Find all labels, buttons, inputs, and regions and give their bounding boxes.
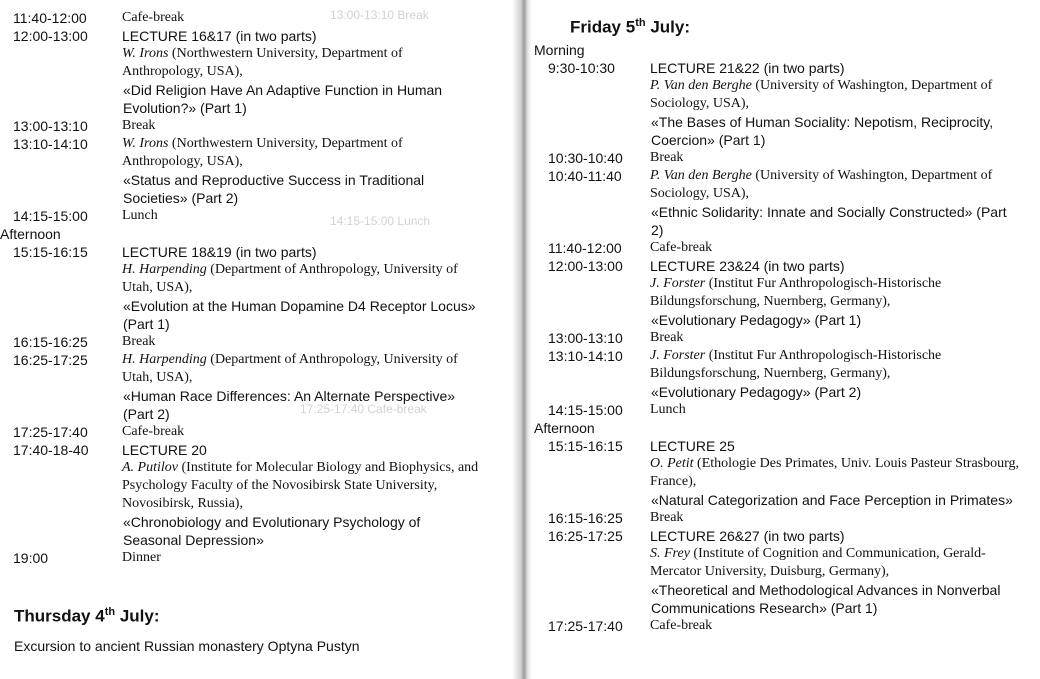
speaker-line <box>650 275 1020 311</box>
schedule-row <box>0 423 512 441</box>
session-content <box>122 9 512 27</box>
speaker-name: P. Van den Berghe <box>650 78 752 93</box>
speaker-line <box>122 351 482 387</box>
time-slot: 19:00 <box>13 550 49 566</box>
time-slot: 10:40-11:40 <box>548 168 622 184</box>
speaker-line <box>650 77 1020 113</box>
session-title: Lunch <box>650 402 686 417</box>
session-title: Cafe-break <box>650 618 713 633</box>
session-content <box>650 401 1040 419</box>
speaker-affiliation: (Northwestern University, Department of Anthropology, USA), <box>122 46 403 79</box>
speaker-affiliation: (Institut Fur Anthropologisch-Historische Bildungsforschung, Nuernberg, Germany), <box>650 276 942 309</box>
session-title: LECTURE 18&19 (in two parts) <box>122 244 317 260</box>
time-slot: 16:15-16:25 <box>13 334 88 350</box>
left-page <box>0 0 512 679</box>
session-content <box>650 509 1040 527</box>
schedule-row <box>532 509 1040 527</box>
ghost-text: 13:00-13:10 Break <box>330 8 429 22</box>
session-content <box>650 167 1040 239</box>
schedule-row <box>0 333 512 351</box>
talk-title: «Evolution at the Human Dopamine D4 Receptor Locus» (Part 1) <box>123 298 476 332</box>
schedule-row <box>532 239 1040 257</box>
session-content <box>650 329 1040 347</box>
session-title: LECTURE 20 <box>122 442 207 458</box>
session-title: Break <box>650 510 684 525</box>
talk-title: «Natural Categorization and Face Perception in Primates» <box>651 492 1013 508</box>
session-content <box>122 423 512 441</box>
speaker-affiliation: (University of Washington, Department of Sociology, USA), <box>650 78 993 111</box>
schedule-row <box>0 441 512 549</box>
schedule-row <box>532 527 1040 617</box>
time-slot: 17:25-17:40 <box>548 618 623 634</box>
excursion-text: Excursion to ancient Russian monastery Optyna Pustyn <box>14 637 360 654</box>
session-title: Break <box>650 330 684 345</box>
session-title: LECTURE 16&17 (in two parts) <box>122 28 317 44</box>
schedule-row <box>532 59 1040 149</box>
session-content <box>122 117 512 135</box>
schedule-row <box>0 207 512 225</box>
session-title: Dinner <box>122 550 161 565</box>
session-content <box>122 333 512 351</box>
schedule-row <box>0 27 512 117</box>
session-title: Break <box>122 334 156 349</box>
schedule-row <box>532 329 1040 347</box>
speaker-name: A. Putilov <box>122 460 178 475</box>
ghost-text: 14:15-15:00 Lunch <box>330 214 431 228</box>
time-slot: 16:25-17:25 <box>13 352 88 368</box>
session-content <box>650 437 1040 509</box>
speaker-line <box>650 545 1020 581</box>
speaker-name: O. Petit <box>650 456 694 471</box>
speaker-affiliation: (Ethologie Des Primates, Univ. Louis Pasteur Strasbourg, France), <box>650 456 1020 489</box>
time-slot: 13:00-13:10 <box>13 118 88 134</box>
speaker-name: H. Harpending <box>122 352 207 367</box>
session-title: Cafe-break <box>122 10 185 25</box>
day-heading: Thursday 4th July: <box>14 606 160 626</box>
period-label: Morning <box>534 42 585 58</box>
time-slot: 17:25-17:40 <box>13 424 88 440</box>
talk-title: «Human Race Differences: An Alternate Perspective» (Part 2) <box>123 388 456 422</box>
schedule-row <box>532 347 1040 401</box>
schedule-row <box>0 135 512 207</box>
session-title: LECTURE 25 <box>650 438 735 454</box>
right-schedule <box>532 41 1040 635</box>
session-title: LECTURE 26&27 (in two parts) <box>650 528 845 544</box>
time-slot: 10:30-10:40 <box>548 150 623 166</box>
talk-title: «Evolutionary Pedagogy» (Part 1) <box>651 312 862 328</box>
time-slot: 13:00-13:10 <box>548 330 623 346</box>
time-slot: 11:40-12:00 <box>548 240 622 256</box>
speaker-name: J. Forster <box>650 276 706 291</box>
speaker-line <box>650 167 1020 203</box>
time-slot: 11:40-12:00 <box>13 10 87 26</box>
session-content <box>650 257 1040 329</box>
talk-title: «Did Religion Have An Adaptive Function in Human Evolution?» (Part 1) <box>123 82 443 116</box>
time-slot: 14:15-15:00 <box>548 402 623 418</box>
session-content <box>122 549 512 567</box>
schedule-row <box>0 243 512 333</box>
talk-title: «The Bases of Human Sociality: Nepotism, Reciprocity, Coercion» (Part 1) <box>651 114 994 148</box>
schedule-row <box>532 149 1040 167</box>
schedule-row <box>532 257 1040 329</box>
speaker-affiliation: (Institut Fur Anthropologisch-Historische Bildungsforschung, Nuernberg, Germany), <box>650 348 942 381</box>
session-content <box>122 243 512 333</box>
schedule-row <box>0 351 512 423</box>
speaker-name: W. Irons <box>122 46 169 61</box>
time-slot: 17:40-18-40 <box>13 442 89 458</box>
speaker-affiliation: (Institute of Cognition and Communication, Gerald-Mercator University, Duisburg, Germany), <box>650 546 986 579</box>
time-slot: 16:15-16:25 <box>548 510 623 526</box>
session-content <box>650 149 1040 167</box>
speaker-line <box>122 459 482 513</box>
schedule-row <box>532 617 1040 635</box>
schedule-row <box>532 401 1040 419</box>
time-slot: 13:10-14:10 <box>13 136 88 152</box>
speaker-line <box>650 455 1020 491</box>
speaker-line <box>122 45 482 81</box>
session-title: LECTURE 21&22 (in two parts) <box>650 60 845 76</box>
session-title: Cafe-break <box>122 424 185 439</box>
time-slot: 16:25-17:25 <box>548 528 623 544</box>
session-content <box>122 441 512 549</box>
talk-title: «Evolutionary Pedagogy» (Part 2) <box>651 384 862 400</box>
speaker-affiliation: (Department of Anthropology, University of Utah, USA), <box>122 262 458 295</box>
session-content <box>650 59 1040 149</box>
schedule-row <box>0 9 512 27</box>
session-content <box>650 527 1040 617</box>
speaker-name: W. Irons <box>122 136 169 151</box>
speaker-affiliation: (Institute for Molecular Biology and Biophysics, and Psychology Faculty of the Novosibirsk State University, Novosibirsk, Russia), <box>122 460 479 511</box>
left-schedule <box>0 9 512 567</box>
ghost-text: 17:25-17:40 Cafe-break <box>300 402 427 416</box>
session-title: Cafe-break <box>650 240 713 255</box>
schedule-row <box>0 117 512 135</box>
time-slot: 14:15-15:00 <box>13 208 88 224</box>
speaker-name: P. Van den Berghe <box>650 168 752 183</box>
speaker-line <box>122 261 482 297</box>
session-content <box>122 135 512 207</box>
session-title: Lunch <box>122 208 158 223</box>
day-heading: Friday 5th July: <box>570 17 690 37</box>
schedule-row <box>0 549 512 567</box>
session-content <box>122 207 512 225</box>
talk-title: «Ethnic Solidarity: Innate and Socially Constructed» (Part 2) <box>651 204 1007 238</box>
period-label: Afternoon <box>0 226 61 242</box>
schedule-row <box>532 437 1040 509</box>
speaker-affiliation: (University of Washington, Department of Sociology, USA), <box>650 168 993 201</box>
schedule-row <box>532 167 1040 239</box>
session-title: Break <box>122 118 156 133</box>
time-slot: 13:10-14:10 <box>548 348 623 364</box>
session-content <box>122 351 512 423</box>
period-label: Afternoon <box>534 420 595 436</box>
session-content <box>650 239 1040 257</box>
page-fold <box>512 0 532 679</box>
speaker-name: J. Forster <box>650 348 706 363</box>
time-slot: 12:00-13:00 <box>548 258 623 274</box>
talk-title: «Chronobiology and Evolutionary Psychology of Seasonal Depression» <box>123 514 421 548</box>
talk-title: «Theoretical and Methodological Advances in Nonverbal Communications Research» (Part 1) <box>651 582 1001 616</box>
thursday-section <box>0 601 512 655</box>
speaker-name: S. Frey <box>650 546 690 561</box>
session-content <box>650 347 1040 401</box>
time-slot: 15:15-16:15 <box>548 438 623 454</box>
speaker-line <box>650 347 1020 383</box>
speaker-affiliation: (Department of Anthropology, University of Utah, USA), <box>122 352 458 385</box>
right-page <box>532 0 1040 679</box>
speaker-affiliation: (Northwestern University, Department of Anthropology, USA), <box>122 136 403 169</box>
time-slot: 15:15-16:15 <box>13 244 88 260</box>
speaker-line <box>122 135 482 171</box>
speaker-name: H. Harpending <box>122 262 207 277</box>
session-content <box>122 27 512 117</box>
time-slot: 12:00-13:00 <box>13 28 88 44</box>
session-content <box>650 617 1040 635</box>
talk-title: «Status and Reproductive Success in Traditional Societies» (Part 2) <box>123 172 425 206</box>
session-title: LECTURE 23&24 (in two parts) <box>650 258 845 274</box>
time-slot: 9:30-10:30 <box>548 60 615 76</box>
session-title: Break <box>650 150 684 165</box>
